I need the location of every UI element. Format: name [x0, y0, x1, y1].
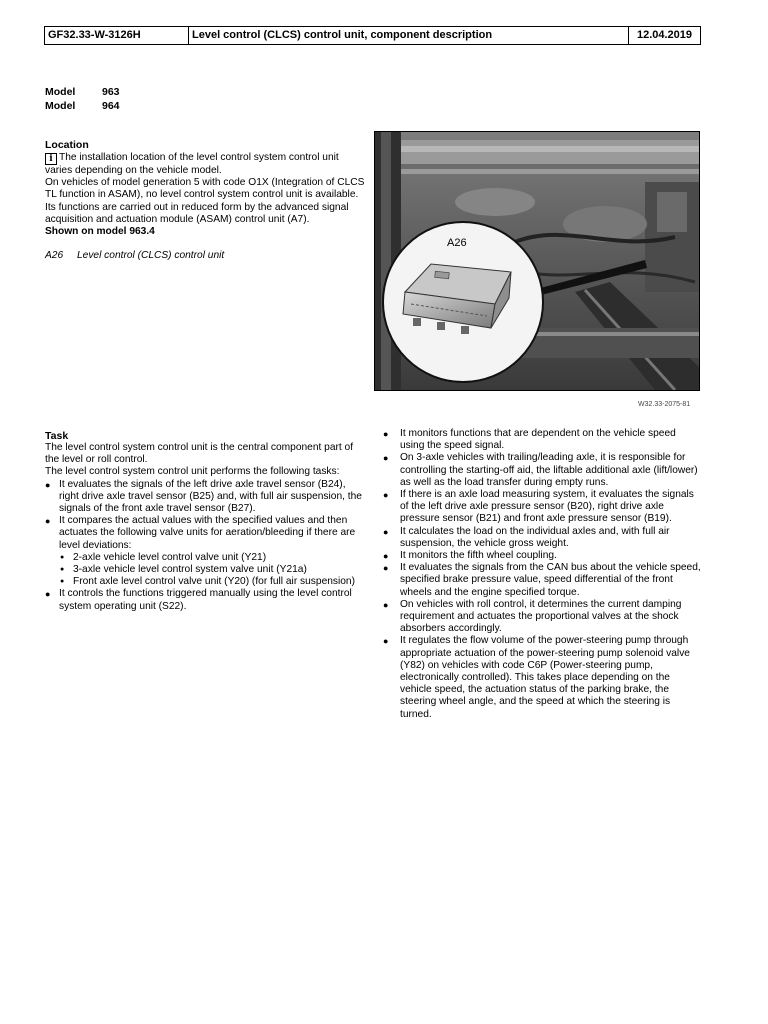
task-heading: Task — [45, 430, 69, 442]
location-text — [45, 152, 367, 177]
model-label: Model — [45, 86, 76, 98]
list-item: ● It monitors the fifth wheel coupling. — [383, 550, 701, 562]
list-item: ● It monitors functions that are dependent on the vehicle speed using the speed signal. — [383, 428, 701, 452]
photo-callout-label: A26 — [447, 237, 467, 249]
legend-text: Level control (CLCS) control unit — [77, 250, 225, 262]
task-intro: The level control system control unit is the central component part of the level or roll control. — [45, 442, 354, 466]
list-item: ● Front axle level control valve unit (Y20) (for full air suspension) — [59, 576, 363, 588]
list-item: ● It evaluates the signals from the CAN bus about the vehicle speed, specified brake pressure value, speed differential of the front wheels and the engine specified torque. — [383, 562, 701, 599]
model-value: 963 — [102, 86, 120, 98]
info-icon: i — [45, 153, 57, 165]
list-item: ● 3-axle vehicle level control system valve unit (Y21a) — [59, 564, 363, 576]
document-header — [44, 26, 701, 45]
location-heading: Location — [45, 139, 89, 151]
list-item: ● 2-axle vehicle level control valve unit (Y21) — [59, 552, 363, 564]
list-item: ● It regulates the flow volume of the power-steering pump through appropriate actuation of the power-steering pump solenoid valve (Y82) on vehicles with code C6P (Power-steering pump, electronically controlled). This takes place depending on the vehicle speed, the actuation status of the parking brake, the steering wheel angle, and the speed at which the steering is turned. — [383, 635, 701, 720]
list-item: ● It calculates the load on the individual axles and, with full air suspension, the vehicle gross weight. — [383, 526, 701, 550]
model-label: Model — [45, 100, 76, 112]
location-text-1: The installation location of the level control system control unit varies depending on the vehicle model. — [45, 152, 339, 176]
list-item: ● On vehicles with roll control, it determines the current damping requirement and actuates the proportional valves at the shock absorbers accordingly. — [383, 599, 701, 636]
model-value: 964 — [102, 100, 120, 112]
component-photo — [374, 131, 700, 391]
task-intro-2: The level control system control unit performs the following tasks: — [45, 466, 340, 478]
location-section — [45, 139, 367, 262]
model-list — [45, 85, 120, 113]
list-item: ● If there is an axle load measuring system, it evaluates the signals of the left drive axle pressure sensor (B20), right drive axle pressure sensor (B21) and front axle pressure sensor (B19). — [383, 489, 701, 526]
valve-unit-list — [59, 552, 363, 589]
document-title: Level control (CLCS) control unit, component description — [189, 27, 629, 44]
task-list-left — [45, 479, 363, 613]
list-item-text: It compares the actual values with the specified values and then actuates the following valve units for aeration/bleeding if there are level deviations: — [59, 515, 356, 551]
task-list-right — [383, 428, 701, 721]
task-section-continued — [383, 428, 701, 721]
legend-code: A26 — [45, 250, 64, 262]
list-item: ● It evaluates the signals of the left drive axle travel sensor (B24), right drive axle travel sensor (B25) and, with full air suspension, the signals of the front axle travel sensor (B27). — [45, 479, 363, 516]
task-section — [45, 430, 363, 613]
model-row — [45, 85, 120, 99]
list-item: ● It controls the functions triggered manually using the level control system operating unit (S22). — [45, 588, 363, 612]
location-text-2: On vehicles of model generation 5 with code O1X (Integration of CLCS TL function in ASAM), no level control system control unit is available. Its functions are carried out in reduced form by the advanced signal acquisition and actuation module (ASAM) control unit (A7). — [45, 177, 365, 225]
model-row — [45, 99, 120, 113]
document-date: 12.04.2019 — [636, 29, 693, 41]
document-id: GF32.33-W-3126H — [45, 27, 189, 44]
figure-legend — [45, 250, 367, 262]
photo-reference-id: W32.33-2075-81 — [638, 401, 691, 408]
component-photo-drawing — [375, 132, 699, 390]
shown-on-model: Shown on model 963.4 — [45, 226, 155, 238]
list-item: ● On 3-axle vehicles with trailing/leading axle, it is responsible for controlling the starting-off aid, the liftable additional axle (lift/lower) as well as the load transfer during empty runs. — [383, 452, 701, 489]
list-item — [45, 515, 363, 588]
